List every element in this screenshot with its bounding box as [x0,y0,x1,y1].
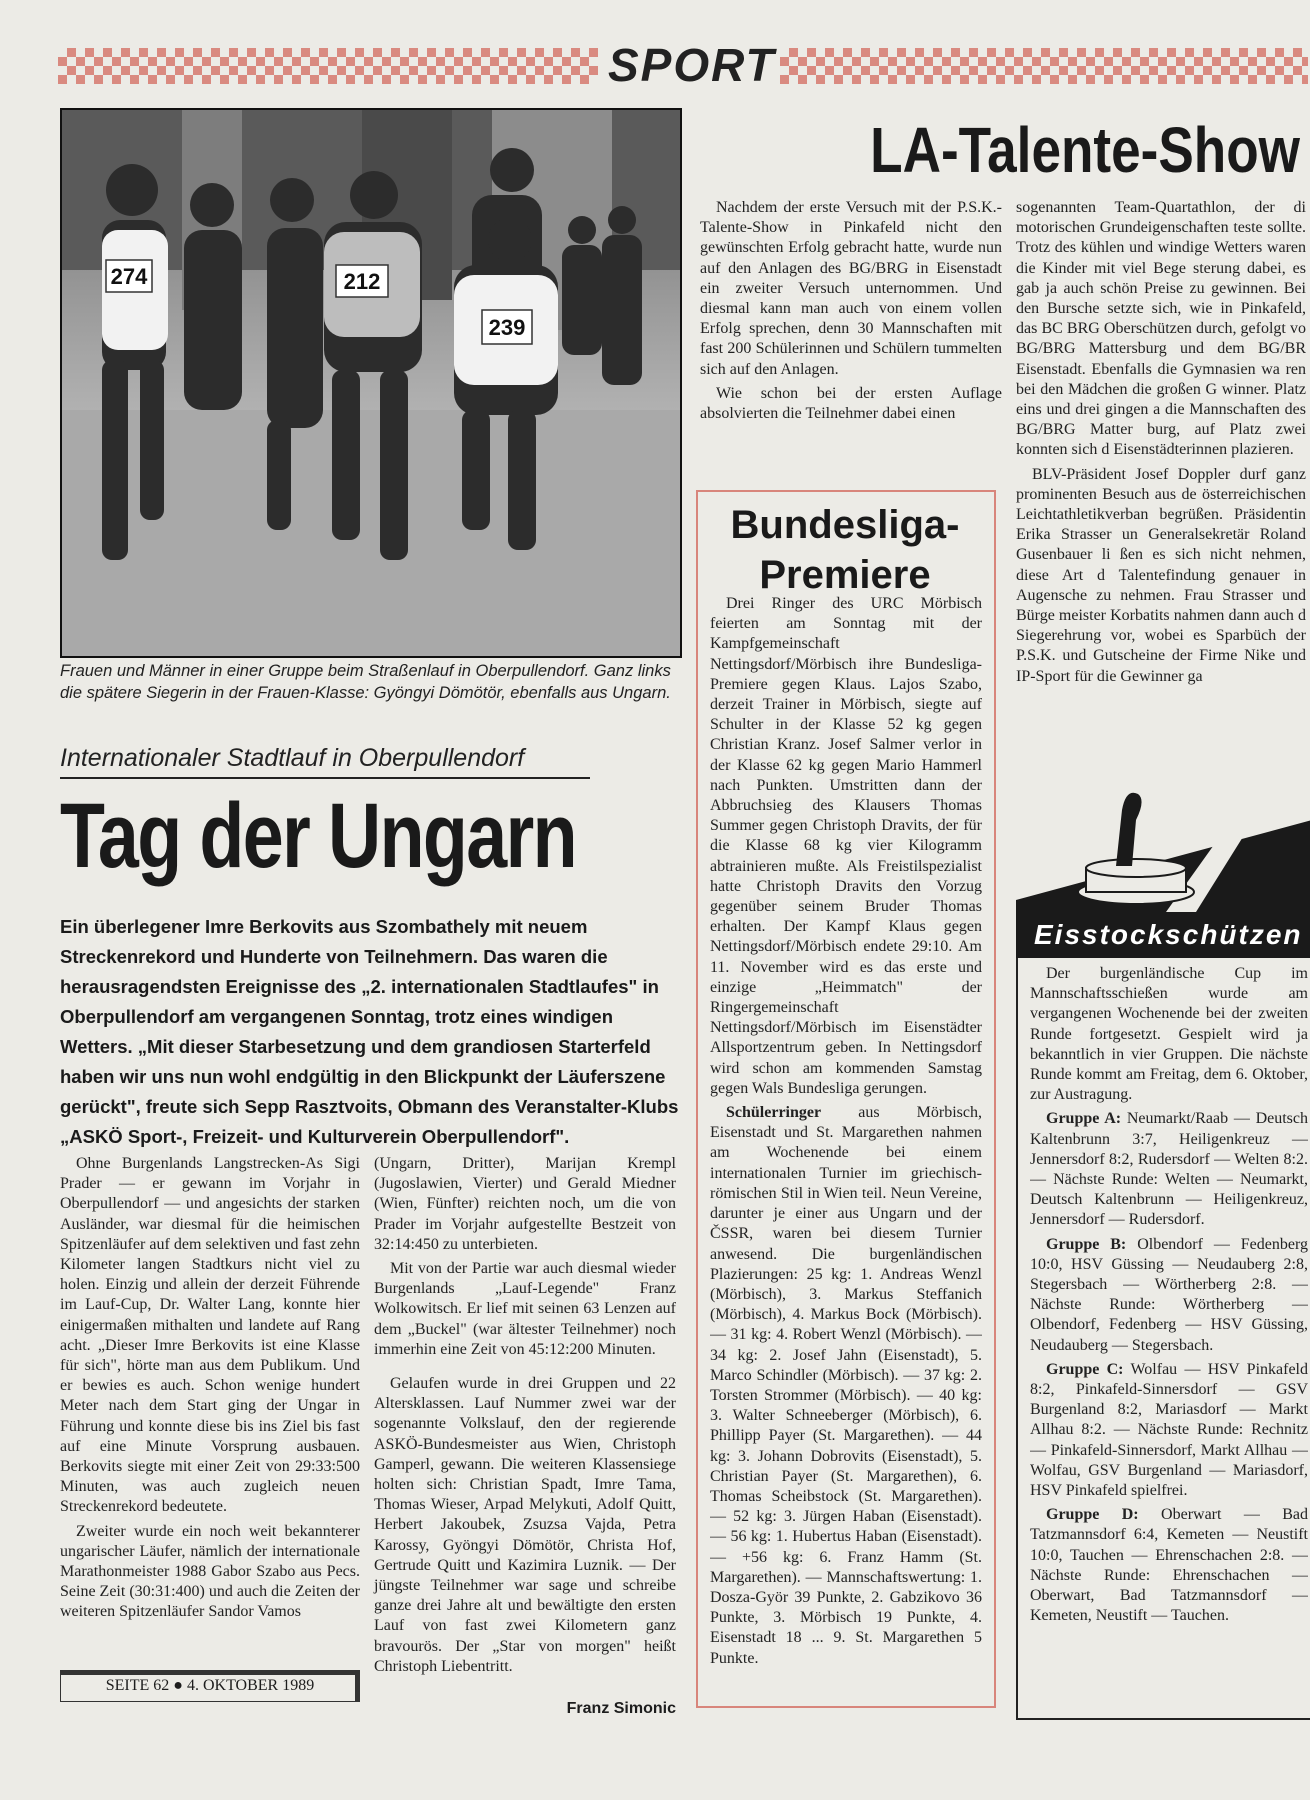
bundesliga-paragraph: Drei Ringer des URC Mörbisch feierten am Sonntag mit der Kampfgemeinschaft Nettingsdorf/Mörbisch ihre Bundesliga-Premiere gegen Klaus. Lajos Szabo, derzeit Trainer in Mörbisch, siegte auf Schulter in der Klasse 52 kg gegen Christian Kranz. Josef Salmer verlor in der Klasse 62 kg gegen Mario Hammerl nach Punkten. Umstritten dann der Abbruchsieg des Klausers Thomas Summer gegen Christoph Dravits, der für die Klasse 68 kg vier Kilogramm abtrainieren mußte. Als Freistilspezialist hatte Christoph Dravits den Vorzug gegenüber seinem Bruder Thomas erhalten. Der Kampf Klaus gegen Nettingsdorf/Mörbisch endete 29:10. Am 11. November wird es das erste und einzige „Heimmatch" der Ringergemeinschaft Nettingsdorf/Mörbisch im Eisenstädter Allsportzentrum geben. In Nettingsdorf wird schon am kommenden Samstag gegen Wals Bundesliga gerungen. [710,595,982,1097]
la-paragraph: Nachdem der erste Versuch mit der P.S.K.-Talente-Show in Pinkafeld nicht den gewünschten Erfolg gebracht hatte, wurde nun auf den Anlagen des BG/BRG in Eisenstadt ein zweiter Versuch unternommen. Und diesmal kann man auch von einem vollen Erfolg sprechen, denn 30 Mannschaften mit fast 200 Schülerinnen und Schülern tummelten sich auf den Anlagen. [700,199,1002,378]
masthead-checker-right [780,48,1308,84]
eisstock-group-text: Oberwart — Bad Tatzmannsdorf 6:4, Kemeten — Neustift 10:0, Tauchen — Ehrenschachen 2:8. — Nächste Runde: Ehrenschachen — Oberwart, Bad Tatzmannsdorf — Kemeten, Neustift — Tauchen. [1030,1506,1308,1625]
eisstock-group-text: Olbendorf — Fedenberg 10:0, HSV Güssing — Neudauberg 2:8, Stegersbach — Wörtherberg 2:8. — Nächste Runde: Wörtherberg — Olbendorf, Fedenberg — HSV Güssing, Neudauberg — Stegersbach. [1030,1235,1308,1354]
la-column-2 [1016,198,1306,758]
article-kicker: Internationaler Stadtlauf in Oberpullendorf [60,744,590,779]
article-column-1 [60,1154,360,1627]
eisstock-group-text: Wolfau — HSV Pinkafeld 8:2, Pinkafeld-Sinnersdorf — GSV Burgenland 8:2, Mariasdorf — Markt Allhau 8:2. — Nächste Runde: Rechnitz — Pinkafeld-Sinnersdorf, Markt Allhau — Wolfau, GSV Burgenland — Mariasdorf, HSV Pinkafeld spielfrei. [1030,1360,1308,1500]
article-lead: Ein überlegener Imre Berkovits aus Szombathely mit neuem Streckenrekord und Hunderte von Teilnehmern. Das waren die herausragendsten Ereignisse des „2. internationalen Stadtlaufes" in Oberpullendorf am vergangenen Sonntag, trotz eines windigen Wetters. „Mit dieser Starbesetzung und dem grandiosen Starterfeld haben wir uns nun wohl endgültig in den Blickpunkt der Läuferszene gerückt", freute sich Sepp Rasztvoits, Obmann des Veranstalter-Klubs „ASKÖ Sport-, Freizeit- und Kulturverein Oberpullendorf". [60,916,679,1147]
bundesliga-paragraph: aus Mörbisch, Eisenstadt und St. Margarethen nahmen am Wochenende bei einem internationalen Turnier im griechisch-römischen Stil in Wien teil. Neun Vereine, darunter je einer aus Ungarn und der ČSSR, waren bei diesem Turnier anwesend. Die burgenländischen Plazierungen: 25 kg: 1. Andreas Wenzl (Mörbisch), 3. Markus Steffanich (Mörbisch), 4. Markus Bock (Mörbisch). — 31 kg: 4. Robert Wenzl (Mörbisch). — 34 kg: 2. Josef Jahn (Eisenstadt), 5. Marco Schindler (Mörbisch). — 37 kg: 2. Torsten Strommer (Mörbisch). — 40 kg: 3. Walter Schneeberger (Mörbisch), 6. Phillipp Payer (St. Margarethen). — 44 kg: 3. Johann Dobrovits (Eisenstadt), 5. Christian Payer (St. Margarethen), 6. Thomas Scheibstock (St. Margarethen). — 52 kg: 3. Jürgen Haban (Eisenstadt). — 56 kg: 1. Hubertus Haban (Eisenstadt). — +56 kg: 6. Franz Hamm (St. Margarethen). — Mannschaftswertung: 1. Dosza-Györ 39 Punkte, 2. Gabzikovo 36 Punkte, 3. Mörbisch 19 Punkte, 4. Eisenstadt 18 ... 9. St. Margarethen 5 Punkte. [710,1104,982,1667]
article-paragraph: (Ungarn, Dritter), Marijan Krempl (Jugoslawien, Vierter) und Gerald Miedner (Wien, Fünfter) reichten noch, um die von Prader im Vorjahr aufgestellte Bestzeit von 32:14:450 zu unterbieten. [374,1155,676,1253]
photo-caption: Frauen und Männer in einer Gruppe beim Straßenlauf in Oberpullendorf. Ganz links die spätere Siegerin in der Frauen-Klasse: Gyöngyi Dömötör, ebenfalls aus Ungarn. [60,662,671,702]
eisstock-text [1030,964,1308,1694]
eisstock-group-label: Gruppe B: [1046,1235,1127,1253]
article-headline: Tag der Ungarn [60,785,577,887]
eisstock-paragraph: Der burgenländische Cup im Mannschaftsschießen wurde am vergangenen Wochenende bei der zweiten Runde fortgesetzt. Gespielt wird ja bekanntlich in vier Gruppen. Die nächste Runde kommt am Freitag, dem 6. Oktober, zur Austragung. [1030,965,1308,1104]
eisstock-group-text: Neumarkt/Raab — Deutsch Kaltenbrunn 3:7, Heiligenkreuz — Jennersdorf 8:2, Rudersdorf — Welten 8:2. — Nächste Runde: Welten — Neumarkt, Deutsch Kaltenbrunn — Heiligenkreuz, Jennersdorf — Rudersdorf. [1030,1110,1308,1229]
bundesliga-headline-line2: Premiere [759,553,931,597]
article-paragraph: Mit von der Partie war auch diesmal wieder Burgenlands „Lauf-Legende" Franz Wolkowitsch. Er lief mit seinen 63 Lenzen auf dem „Buckel" (war ältester Teilnehmer) noch immerhin eine Zeit von 45:12:200 Minuten. [374,1260,676,1358]
bundesliga-headline-line1: Bundesliga- [730,503,960,547]
article-paragraph: Zweiter wurde ein noch weit bekannterer ungarischer Läufer, nämlich der internationale Marathonmeister 1988 Gabor Szabo aus Pecs. Seine Zeit (30:31:400) und auch die Zeiten der weiteren Spitzenläufer Sandor Vamos [60,1522,360,1621]
la-headline: LA-Talente-Show [870,114,1300,186]
race-photo [60,108,682,658]
section-title: SPORT [608,39,776,91]
eisstock-group-label: Gruppe A: [1046,1110,1122,1128]
masthead-checker-left [58,48,598,84]
eisstock-group-label: Gruppe D: [1046,1506,1139,1524]
bundesliga-subhead: Schülerringer [726,1104,822,1122]
la-paragraph: sogenannten Team-Quartathlon, der di motorischen Grundeigenschaften teste sollte. Trotz des kühlen und windige Wetters waren die Kinder mit viel Bege sterung dabei, es gab ja auch schön Preise zu gewinnen. Bei den Bursche setzte sich, wie in Pinkafeld, das BC BRG Oberschützen durch, gefolgt vo BG/BRG Mattersburg und dem BG/BR Eisenstadt. Ebenfalls die Gymnasien wa ren bei den Mädchen die großen G winner. Platz eins und drei gingen a die Mannschaften des BG/BRG Matter burg, auf Platz zwei konnten sich d Eisenstädterinnen plazieren. [1016,199,1306,459]
bib-274: 274 [110,264,148,289]
eisstock-group-label: Gruppe C: [1046,1360,1124,1378]
article-paragraph: Ohne Burgenlands Langstrecken-As Sigi Prader — er gewann im Vorjahr in Oberpullendorf — und angesichts der starken Ausländer, war diesmal für die heimischen Spitzenläufer auf dem selektiven und fast zehn Kilometer langen Stadtkurs nicht viel zu holen. Einzig und allein der derzeit Führende im Lauf-Cup, Dr. Walter Lang, konnte hier einigermaßen mithalten und landete auf Rang acht. „Dieser Imre Berkovits ist eine Klasse für sich", hörte man aus dem Publikum. Und er bewies es auch. Schon wenige hundert Meter nach dem Start ging der Ungar in Führung und konnte diese bis ins Ziel bis fast auf eine Minute Vorsprung ausbauen. Berkovits siegte mit einer Zeit von 29:33:500 Minuten, was auch zugleich neuen Streckenrekord bedeutete. [60,1155,360,1516]
article-column-2 [374,1154,676,1681]
page-folio: SEITE 62 ● 4. OKTOBER 1989 [60,1670,360,1702]
bib-239: 239 [488,315,526,340]
la-column-1 [700,198,1002,428]
runners-illustration [62,110,680,656]
la-paragraph: BLV-Präsident Josef Doppler durf ganz prominenten Besuch aus de österreichischen Leichtathletikverban begrüßen. Präsidentin Erika Strasser un Generalsekretär Roland Gusenbauer li ßen es sich nicht nehmen, diese Art d Talentefindung genauer in Augensche zu nehmen. Frau Strasser und Bürge meister Korbatits nahmen dann auch d Siegerehrung vor, wobei es Sparbüch der P.S.K. und Gutscheine der Firme Nike und IP-Sport für die Gewinner ga [1016,465,1306,685]
article-paragraph: Gelaufen wurde in drei Gruppen und 22 Altersklassen. Lauf Nummer zwei war der sogenannte Volkslauf, den der regierende ASKÖ-Bundesmeister aus Wien, Christoph Gamperl, gewann. Die weiteren Klassensiege holten sich: Christian Spadt, Imre Tama, Thomas Wieser, Arpad Melykuti, Adolf Quitt, Herbert Jakoubek, Zsuzsa Vajda, Petra Karossy, Gyöngyi Dömötör, Christa Hof, Gertrude Quitt und Kazimira Luznik. — Der jüngste Teilnehmer war sage und schreibe ganze drei Jahre alt und bewältigte den ersten Lauf von fast zwei Kilometern ganz bravourös. Der „Star von morgen" heißt Christoph Liebentritt. [374,1375,676,1675]
ice-stock-icon [1016,780,1310,916]
bundesliga-headline [700,500,990,600]
article-author: Franz Simonic [566,1700,676,1717]
la-paragraph: Wie schon bei der ersten Auflage absolvierten die Teilnehmer dabei einen [700,384,1002,423]
bundesliga-text [710,594,982,1694]
bib-212: 212 [343,269,381,294]
eisstock-banner: Eisstockschützen [1016,912,1310,958]
